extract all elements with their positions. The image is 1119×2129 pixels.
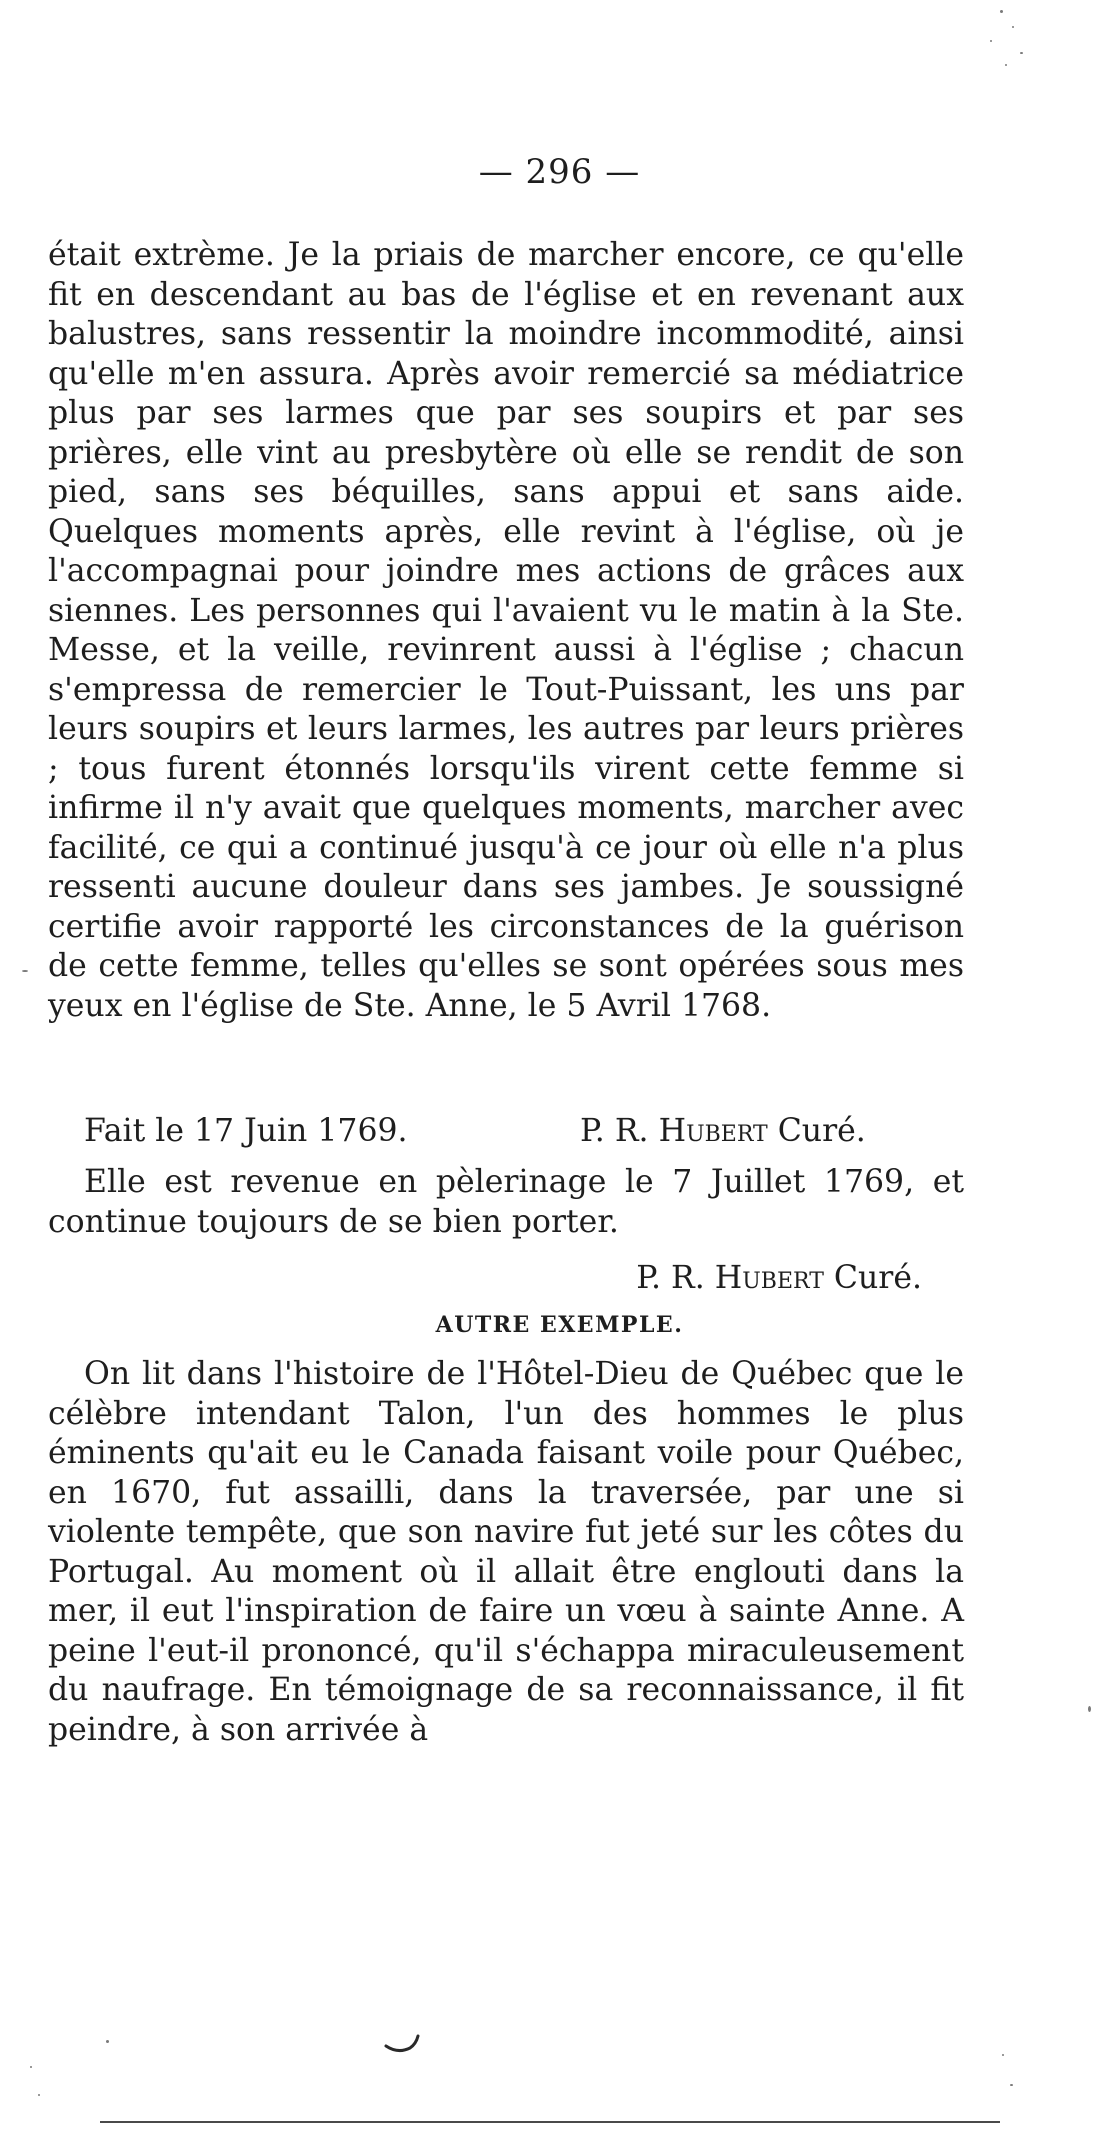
body-text-block-3: [48, 1355, 964, 1750]
scan-speck: [1005, 64, 1007, 66]
signature-title: Curé.: [767, 1113, 866, 1149]
scan-speck: [990, 40, 992, 42]
signature-name-1: [580, 1112, 866, 1152]
signature-date: Fait le 17 Juin 1769.: [84, 1113, 408, 1149]
scan-speck: [38, 2094, 40, 2096]
scan-speck: [1010, 2084, 1013, 2086]
signature-initials: P. R.: [636, 1260, 715, 1296]
signature-title: Curé.: [823, 1260, 922, 1296]
scan-speck: [1020, 52, 1023, 54]
signature-initials: P. R.: [580, 1113, 659, 1149]
scan-speck: [1002, 2054, 1004, 2056]
footer-rule: [100, 2121, 1000, 2123]
section-heading: AUTRE EXEMPLE.: [435, 1312, 684, 1338]
body-text-block-1: [48, 236, 964, 1026]
signature-line-2: [0, 1259, 922, 1299]
body-text-block-2: [48, 1163, 964, 1242]
paragraph-testimony: était extrème. Je la priais de marcher encore, ce qu'elle fit en descendant au bas de l'église et en revenant aux balustres, sans ressentir la moindre incommodité, ainsi qu'elle m'en assura. Après avoir remercié sa médiatrice plus par ses larmes que par ses soupirs et par ses prières, elle vint au presbytère où elle se rendit de son pied, sans ses béquilles, sans appui et sans aide. Quelques moments après, elle revint à l'église, où je l'accompagnai pour joindre mes actions de grâces aux siennes. Les personnes qui l'avaient vu le matin à la Ste. Messe, et la veille, revinrent aussi à l'église ; chacun s'empressa de remercier le Tout-Puissant, les uns par leurs soupirs et leurs larmes, les autres par leurs prières ; tous furent étonnés lorsqu'ils virent cette femme si infirme il n'y avait que quelques moments, marcher avec facilité, ce qui a continué jusqu'à ce jour où elle n'a plus ressenti aucune douleur dans ses jambes. Je soussigné certifie avoir rapporté les circonstances de la guérison de cette femme, telles qu'elles se sont opérées sous mes yeux en l'église de Ste. Anne, le 5 Avril 1768.: [48, 237, 964, 1024]
scan-speck: [22, 970, 28, 972]
signature-surname: Hubert: [714, 1260, 824, 1296]
scan-speck: [1000, 10, 1003, 13]
page-number: — 296 —: [478, 152, 641, 192]
ink-mark: [384, 2034, 422, 2054]
signature-surname: Hubert: [658, 1113, 768, 1149]
scan-speck: [30, 2066, 32, 2068]
scan-speck: [1088, 1706, 1091, 1712]
scan-speck: [106, 2040, 109, 2043]
scan-speck: [1012, 26, 1014, 28]
paragraph-talon-story: On lit dans l'histoire de l'Hôtel-Dieu de Québec que le célèbre intendant Talon, l'un des hommes le plus éminents qu'ait eu le Canada faisant voile pour Québec, en 1670, fut assailli, dans la traversée, par une si violente tempête, que son navire fut jeté sur les côtes du Portugal. Au moment où il allait être englouti dans la mer, il eut l'inspiration de faire un vœu à sainte Anne. A peine l'eut-il prononcé, qu'il s'échappa miraculeusement du naufrage. En témoignage de sa reconnaissance, il fit peindre, à son arrivée à: [48, 1356, 964, 1748]
paragraph-pilgrimage: Elle est revenue en pèlerinage le 7 Juillet 1769, et continue toujours de se bien porter.: [48, 1164, 964, 1240]
